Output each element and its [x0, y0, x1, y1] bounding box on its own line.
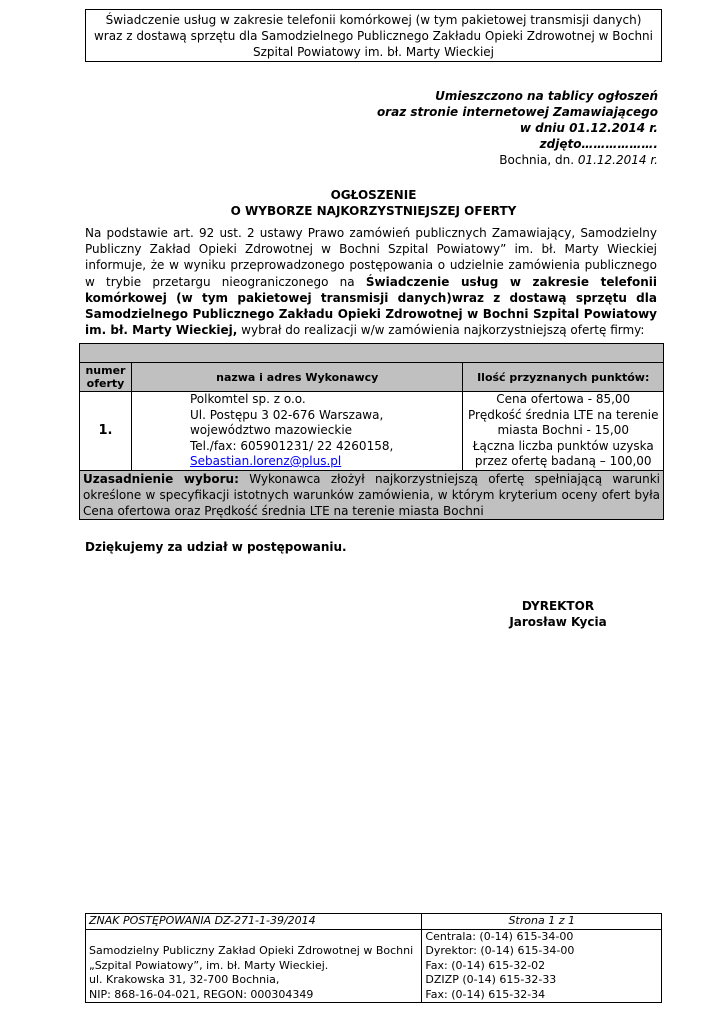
contractor-phone: Tel./fax: 605901231/ 22 4260158, — [189, 438, 394, 453]
signature-name: Jarosław Kycia — [509, 615, 607, 629]
organization-info — [86, 929, 422, 1003]
page-number: Strona 1 z 1 — [422, 914, 662, 930]
footer-top-row — [86, 914, 662, 930]
contact-info — [422, 929, 662, 1003]
procedure-reference: ZNAK POSTĘPOWANIA DZ-271-1-39/2014 — [86, 914, 422, 930]
posting-notice — [377, 88, 658, 168]
org-line: Samodzielny Publiczny Zakład Opieki Zdrowotnej w Bochni — [89, 944, 414, 957]
announcement-body — [85, 225, 657, 338]
document-header — [85, 9, 662, 62]
place-label: Bochnia, dn. — [499, 153, 578, 167]
contact-line: Fax: (0-14) 615-32-34 — [425, 987, 546, 1001]
points-line: miasta Bochni - 15,00 — [497, 423, 629, 437]
col-header-name: nazwa i adres Wykonawcy — [131, 363, 463, 392]
page-title: OGŁOSZENIE — [330, 188, 417, 202]
contractor-name: Polkomtel sp. z o.o. — [189, 392, 306, 406]
points-line: Prędkość średnia LTE na terenie — [467, 407, 659, 422]
body-text-part: wybrał do realizacji w/w zamówienia najkorzystniejszą ofertę firmy: — [237, 323, 645, 338]
points-line: Łączna liczba punktów uzyska — [472, 438, 654, 453]
footer-contact-row — [86, 929, 662, 1003]
signature-role: DYREKTOR — [521, 599, 595, 613]
contractor-cell — [131, 392, 463, 471]
body-text-part: Na podstawie art. 92 ust. 2 ustawy Prawo zamówień publicznych Zamawiający, Samodzielny Publiczny Zakład Opieki Zdrowotnej w Bochni Szpital Powiatowy” im. bł. Marty Wieckiej informuje, że w wyniku przeprowadzonego postępowania o udzielnie zamówienia publicznego w trybie przetargu nieograniczonego na — [85, 226, 657, 289]
offer-number: 1. — [80, 392, 132, 471]
contact-line: Centrala: (0-14) 615-34-00 — [425, 929, 574, 943]
notice-line: Umieszczono na tablicy ogłoszeń — [435, 89, 658, 103]
contractor-region: województwo mazowieckie — [189, 423, 353, 437]
contact-line: Fax: (0-14) 615-32-02 — [425, 958, 546, 972]
notice-line: oraz stronie internetowej Zamawiającego — [376, 105, 658, 119]
col-header-number: numer oferty — [80, 363, 132, 392]
org-line: NIP: 868-16-04-021, REGON: 000304349 — [89, 987, 314, 1001]
offer-table — [79, 343, 664, 520]
contact-line: Dyrektor: (0-14) 615-34-00 — [425, 944, 575, 957]
table-header-row — [80, 363, 664, 392]
contractor-email-link[interactable]: Sebastian.lorenz@plus.pl — [189, 454, 342, 468]
col-header-points: Ilość przyznanych punktów: — [463, 363, 664, 392]
header-line: wraz z dostawą sprzętu dla Samodzielnego Publicznego Zakładu Opieki Zdrowotnej w Bochni — [93, 29, 653, 43]
document-footer — [85, 913, 662, 1003]
date-value: 01.12.2014 r. — [577, 153, 658, 167]
table-row — [80, 392, 664, 471]
justification-label: Uzasadnienie wyboru: — [83, 471, 239, 486]
table-top-band — [80, 344, 664, 363]
signature-block — [498, 598, 618, 630]
header-line: Świadczenie usług w zakresie telefonii komórkowej (w tym pakietowej transmisji danych) — [105, 13, 642, 27]
contractor-address: Ul. Postępu 3 02-676 Warszawa, — [189, 407, 384, 422]
page-subtitle: O WYBORZE NAJKORZYSTNIEJSZEJ OFERTY — [230, 204, 517, 218]
org-line: „Szpital Powiatowy”, im. bł. Marty Wieckiej. — [89, 958, 329, 972]
thanks-note: Dziękujemy za udział w postępowaniu. — [85, 540, 347, 554]
points-cell — [463, 392, 664, 471]
justification-text: Wykonawca złożył najkorzystniejszą ofertę spełniającą warunki określone w specyfikacji istotnych warunków zamówienia, w którym kryterium oceny ofert była Cena ofertowa oraz Prędkość średnia LTE na terenie miasta Bochni — [83, 471, 660, 518]
notice-line: w dniu 01.12.2014 r. — [519, 121, 658, 135]
points-line: przez ofertę badaną – 100,00 — [474, 454, 652, 468]
header-line: Szpital Powiatowy im. bł. Marty Wieckiej — [253, 45, 494, 59]
contact-line: DZIZP (0-14) 615-32-33 — [425, 973, 557, 986]
points-line: Cena ofertowa - 85,00 — [496, 392, 631, 406]
justification-cell — [80, 470, 664, 519]
notice-line: zdjęto………………. — [539, 137, 658, 151]
place-date — [377, 152, 658, 168]
org-line: ul. Krakowska 31, 32-700 Bochnia, — [89, 973, 280, 986]
justification-row — [80, 470, 664, 519]
body-text-bold: Świadczenie usług w zakresie telefonii komórkowej (w tym pakietowej transmisji danych)wraz z dostawą sprzętu dla Samodzielnego Publicznego Zakładu Opieki Zdrowotnej w Bochni Szpital Powiatowy im. bł. Marty Wieckiej, — [85, 274, 657, 338]
